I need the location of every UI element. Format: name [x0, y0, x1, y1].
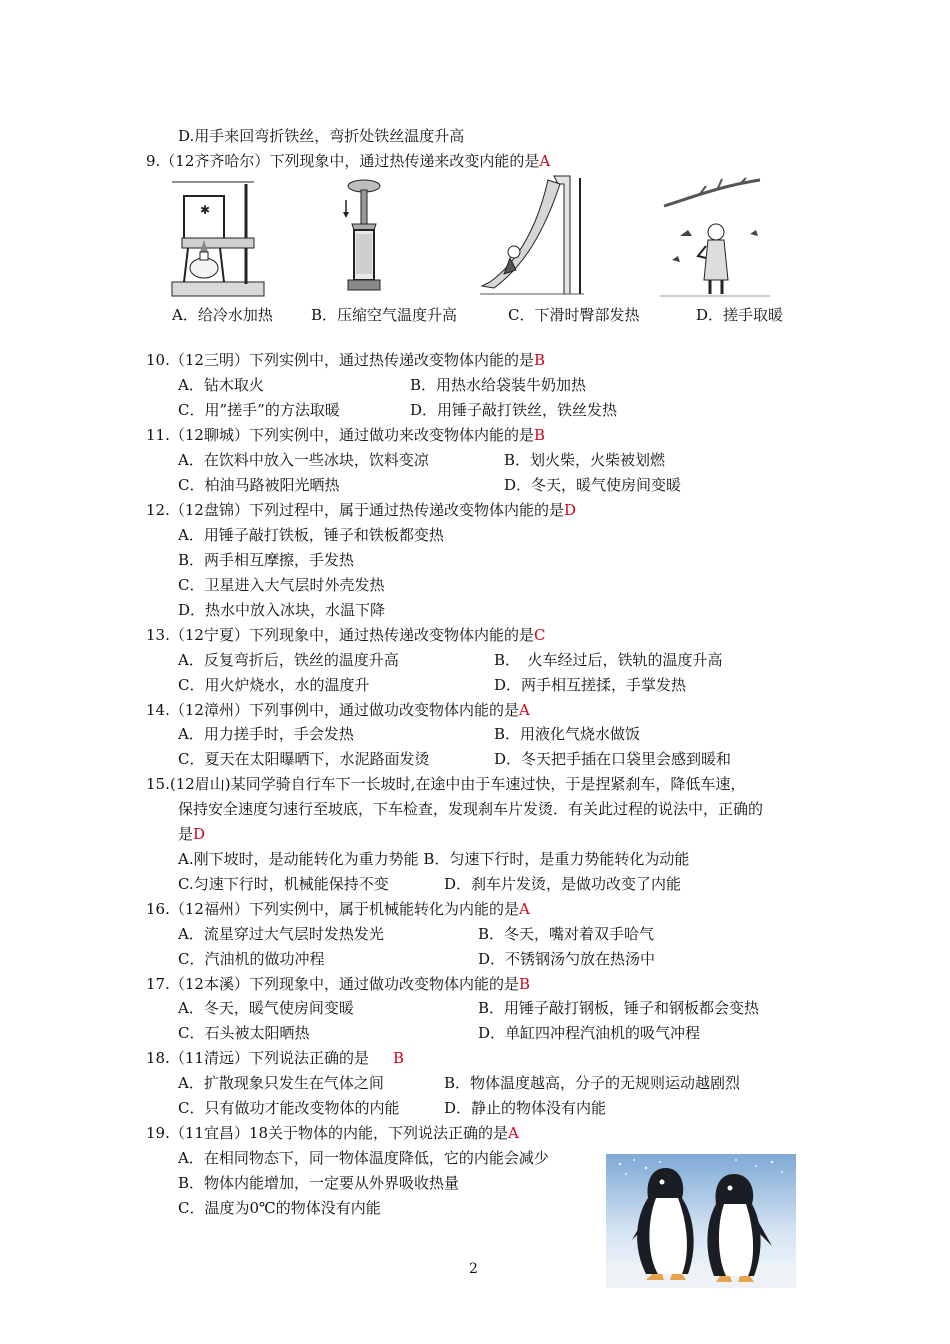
question-stem: 11.（12聊城）下列实例中，通过做功来改变物体内能的是: [146, 426, 534, 444]
question-stem: 17.（12本溪）下列现象中，通过做功改变物体内能的是: [146, 975, 519, 993]
option: D．冬天，暖气使房间变暖: [504, 476, 682, 494]
question-17: [146, 974, 530, 994]
option: B．冬天，嘴对着双手哈气: [478, 925, 655, 943]
caption-a: A．给冷水加热: [172, 306, 273, 324]
answer: D: [563, 501, 576, 519]
answer: B: [518, 975, 530, 993]
answer: B: [533, 426, 545, 444]
question-stem: 9.（12齐齐哈尔）下列现象中，通过热传递来改变内能的是: [146, 152, 540, 170]
option: B．划火柴，火柴被划燃: [504, 451, 666, 469]
option: C．用”搓手”的方法取暖: [178, 401, 340, 419]
option: D．用锤子敲打铁丝，铁丝发热: [410, 401, 618, 419]
option: A．在饮料中放入一些冰块，饮料变凉: [178, 451, 429, 469]
option: A．扩散现象只发生在气体之间: [178, 1074, 384, 1092]
option: A．用力搓手时，手会发热: [178, 725, 354, 743]
option: A．反复弯折后，铁丝的温度升高: [178, 651, 399, 669]
option: A．钻木取火: [178, 376, 264, 394]
heating-water-figure: [170, 178, 268, 300]
question-15: 15.(12眉山)某同学骑自行车下一长坡时,在途中由于车速过快，于是捏紧刹车，降低车速，: [146, 775, 746, 793]
question-stem: 19.（11宜昌）18关于物体的内能，下列说法正确的是: [146, 1124, 509, 1142]
question-10: [146, 350, 545, 370]
answer: A: [518, 900, 530, 918]
option: C．只有做功才能改变物体的内能: [178, 1099, 400, 1117]
option: D．刹车片发烫，是做功改变了内能: [444, 875, 682, 893]
option: B．用热水给袋装牛奶加热: [410, 376, 587, 394]
question-19: [146, 1123, 519, 1143]
option: A．冬天，暖气使房间变暖: [178, 999, 354, 1017]
rubbing-hands-figure: [660, 176, 770, 298]
option: C．用火炉烧水，水的温度升: [178, 676, 370, 694]
answer: A: [508, 1124, 519, 1142]
question-11: [146, 425, 545, 445]
question-18: [146, 1048, 404, 1068]
option: A．用锤子敲打铁板，锤子和铁板都变热: [178, 526, 444, 544]
option: A．流星穿过大气层时发热发光: [178, 925, 384, 943]
answer: A: [518, 701, 530, 719]
option: B．用液化气烧水做饭: [494, 725, 641, 743]
option: B．用锤子敲打钢板，锤子和钢板都会变热: [478, 999, 760, 1017]
question-stem-continued: [178, 824, 205, 844]
slide-figure: [480, 174, 584, 298]
option: B．物体温度越高，分子的无规则运动越剧烈: [444, 1074, 741, 1092]
question-16: [146, 899, 530, 919]
option: D．静止的物体没有内能: [444, 1099, 607, 1117]
question-stem: 18.（11清远）下列说法正确的是: [146, 1049, 369, 1067]
caption-c: C．下滑时臀部发热: [508, 306, 640, 324]
question-stem: 10.（12三明）下列实例中，通过热传递改变物体内能的是: [146, 351, 534, 369]
question-14: [146, 700, 530, 720]
question-stem: 13.（12宁夏）下列现象中，通过热传递改变物体内能的是: [146, 626, 534, 644]
answer: D: [193, 825, 206, 843]
option: D．冬天把手插在口袋里会感到暖和: [494, 750, 732, 768]
option: C．温度为0℃的物体没有内能: [178, 1199, 381, 1217]
answer: A: [539, 152, 551, 170]
option: C.匀速下行时，机械能保持不变: [178, 875, 389, 893]
answer: B: [533, 351, 545, 369]
question-stem: 12.（12盘锦）下列过程中，属于通过热传递改变物体内能的是: [146, 501, 564, 519]
question-stem: 14.（12漳州）下列事例中，通过做功改变物体内能的是: [146, 701, 519, 719]
option: B． 火车经过后，铁轨的温度升高: [494, 651, 723, 669]
option: B．两手相互摩擦，手发热: [178, 551, 355, 569]
option: C．夏天在太阳曝晒下，水泥路面发烫: [178, 750, 430, 768]
option: C．石头被太阳晒热: [178, 1024, 310, 1042]
option: A．在相同物态下，同一物体温度降低，它的内能会减少: [178, 1149, 549, 1167]
page-number: 2: [469, 1261, 478, 1277]
question-stem: 是: [178, 825, 194, 843]
answer: B: [392, 1049, 404, 1067]
option-d-previous: D.用手来回弯折铁丝，弯折处铁丝温度升高: [178, 127, 465, 145]
air-compression-figure: [340, 178, 390, 300]
option: D．不锈钢汤勺放在热汤中: [478, 950, 656, 968]
answer: C: [533, 626, 546, 644]
penguins-photo: [606, 1154, 796, 1288]
caption-d: D．搓手取暖: [696, 306, 784, 324]
question-9: [146, 151, 550, 171]
option: A.刚下坡时，是动能转化为重力势能 B．匀速下行时，是重力势能转化为动能: [178, 850, 690, 868]
option: C．卫星进入大气层时外壳发热: [178, 576, 385, 594]
option: D．两手相互搓揉，手掌发热: [494, 676, 687, 694]
question-12: [146, 500, 576, 520]
svg-text:✱: ✱: [200, 203, 211, 217]
option: C．柏油马路被阳光晒热: [178, 476, 340, 494]
caption-b: B．压缩空气温度升高: [311, 306, 458, 324]
question-13: [146, 625, 545, 645]
option: D．单缸四冲程汽油机的吸气冲程: [478, 1024, 701, 1042]
option: D．热水中放入冰块，水温下降: [178, 601, 386, 619]
option: C．汽油机的做功冲程: [178, 950, 325, 968]
option: B．物体内能增加，一定要从外界吸收热量: [178, 1174, 460, 1192]
question-stem-continued: 保持安全速度匀速行至坡底，下车检查，发现刹车片发烫．有关此过程的说法中，正确的: [178, 800, 764, 818]
question-stem: 16.（12福州）下列实例中，属于机械能转化为内能的是: [146, 900, 519, 918]
